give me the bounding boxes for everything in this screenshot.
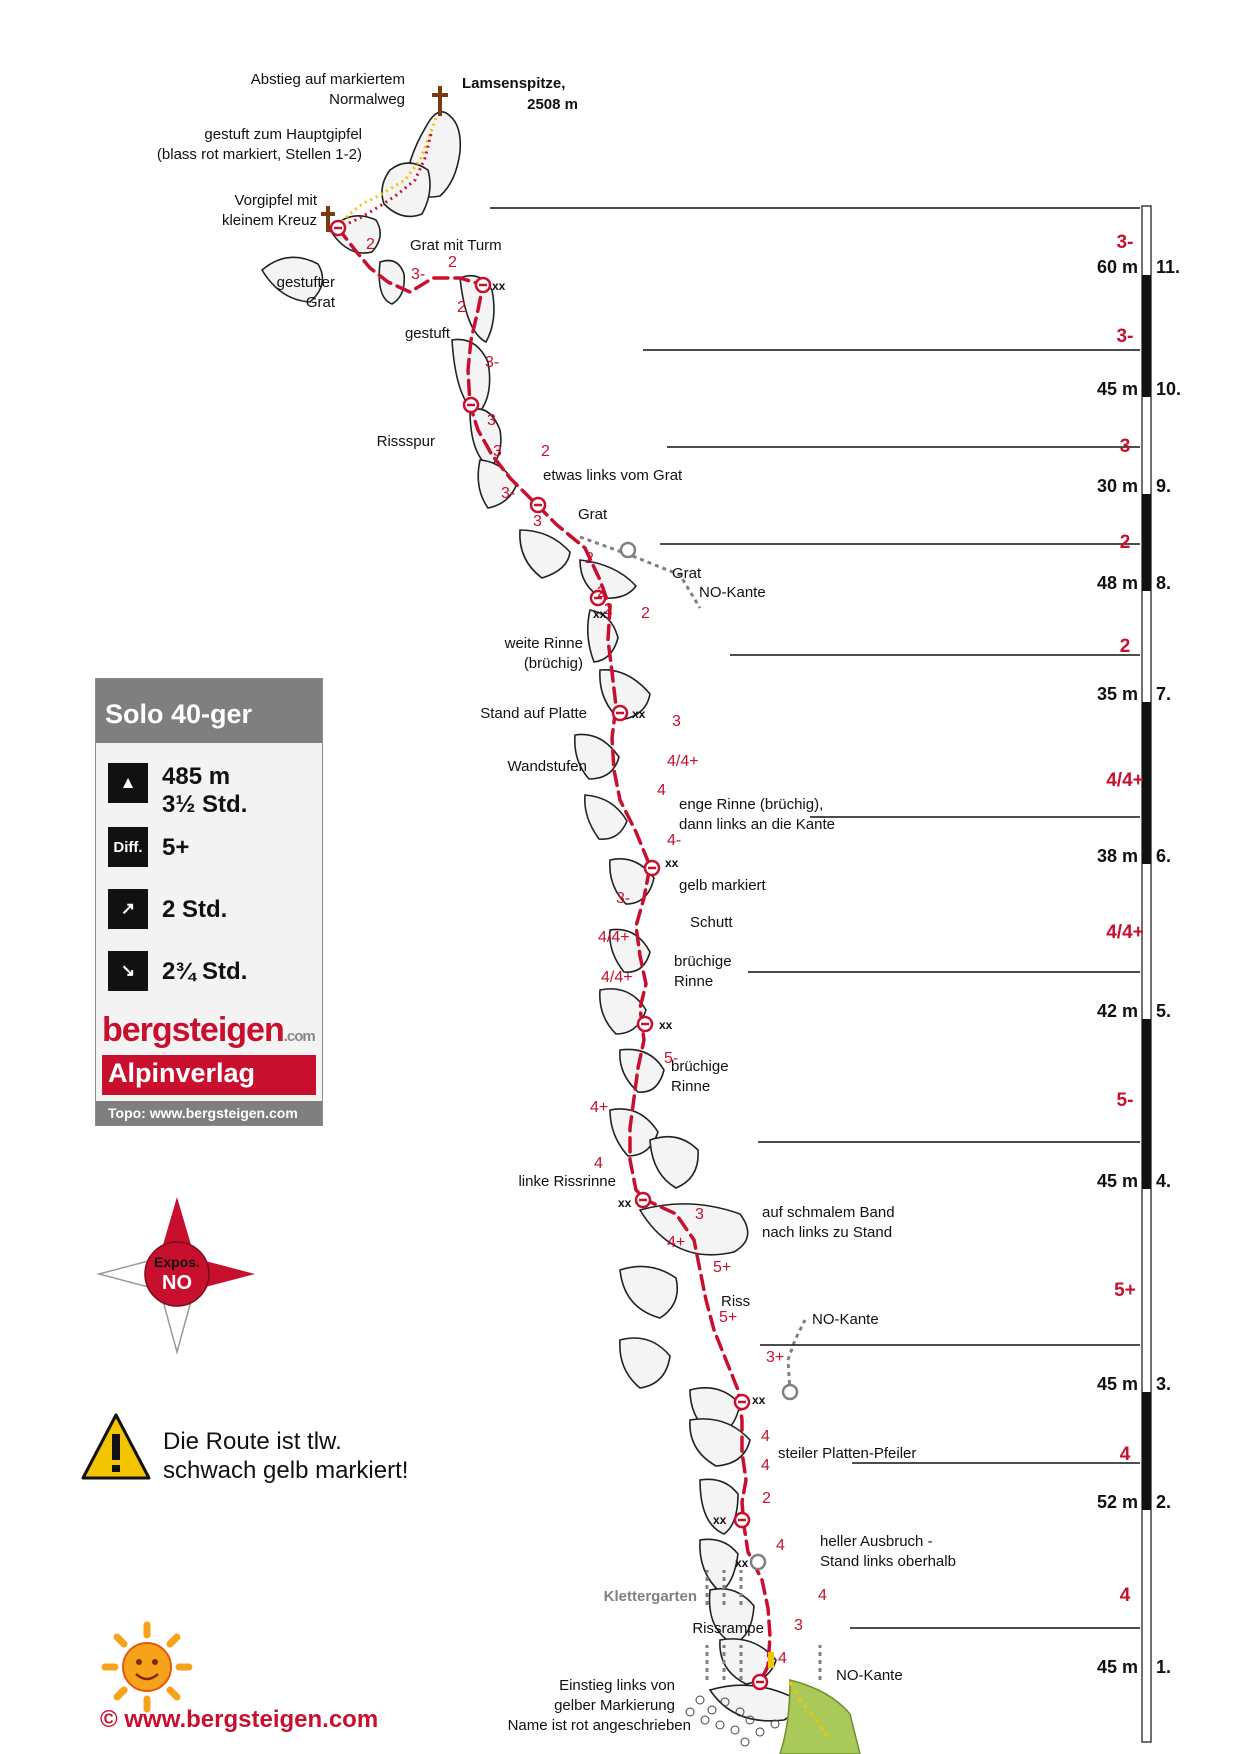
pitch-length-2: 52 m <box>1096 1492 1138 1512</box>
approach-row <box>108 889 227 929</box>
route-grade-label: 3 <box>794 1617 803 1634</box>
route-grade-label: 4 <box>778 1650 787 1667</box>
label-einstieg-2: gelber Markierung <box>554 1697 675 1714</box>
pitch-number-4: 4. <box>1156 1171 1172 1191</box>
warning-text <box>163 1427 408 1485</box>
label-descent-2: Normalweg <box>329 91 405 108</box>
pitch-number-7: 7. <box>1156 684 1172 704</box>
pitch-grade-6: 4/4+ <box>1106 770 1144 791</box>
route-grade-label: 4 <box>776 1537 785 1554</box>
label-main-summit-1: gestuft zum Hauptgipfel <box>204 126 362 143</box>
route-grade-label: 4 <box>761 1428 770 1445</box>
label-weite-rinne-2: (brüchig) <box>523 655 583 672</box>
pitch-length-8: 48 m <box>1096 573 1138 593</box>
route-grade-label: 4/4+ <box>601 969 633 986</box>
route-grade-label: 3+ <box>766 1349 785 1366</box>
pitch-grade-3: 5+ <box>1114 1280 1136 1301</box>
route-grade-label: 2 <box>597 584 606 601</box>
pitch-number-8: 8. <box>1156 573 1172 593</box>
summit-elevation: 2508 m <box>527 96 578 113</box>
pitch-length-11: 60 m <box>1096 257 1138 277</box>
label-bruechige-rinne-1b: Rinne <box>674 973 714 990</box>
pitch-number-1: 1. <box>1156 1657 1172 1677</box>
svg-text:xx: xx <box>632 707 646 721</box>
label-rissrampe: Rissrampe <box>692 1620 764 1637</box>
label-einstieg-3: Name ist rot angeschrieben <box>507 1717 691 1734</box>
bergsteigen-logo <box>102 1011 315 1050</box>
approach-time: 2 Std. <box>162 896 228 923</box>
length-row <box>108 763 247 819</box>
scale-segment <box>1142 1019 1151 1189</box>
label-enge-rinne-1: enge Rinne (brüchig), <box>679 796 824 813</box>
climber-icon: ▲ <box>108 763 148 803</box>
svg-text:xx: xx <box>492 279 506 293</box>
pitch-length-9: 30 m <box>1096 476 1138 496</box>
route-grade-label: 3- <box>501 485 516 502</box>
route-grades <box>366 236 827 1667</box>
pitch-grade-4: 5- <box>1116 1090 1134 1111</box>
yellow-mark <box>768 1652 774 1668</box>
label-linke-rissrinne: linke Rissrinne <box>518 1173 616 1190</box>
sun-logo <box>105 1625 189 1709</box>
belay-station-10 <box>464 398 478 412</box>
label-links-grat: etwas links vom Grat <box>543 467 683 484</box>
pitch-length-7: 35 m <box>1096 684 1138 704</box>
svg-text:xx: xx <box>659 1018 673 1032</box>
belay-station-12 <box>331 221 345 235</box>
route-grade-label: 2 <box>762 1490 771 1507</box>
label-gestufter-grat-2: Grat <box>305 294 335 311</box>
scale-segment <box>1142 275 1151 397</box>
label-bruechige-rinne-1a: brüchige <box>674 953 732 970</box>
pitch-number-2: 2. <box>1156 1492 1172 1512</box>
topo-credit: Topo: www.bergsteigen.com <box>96 1101 322 1125</box>
pitch-length-5: 42 m <box>1096 1001 1138 1021</box>
route-grade-label: 3- <box>485 354 500 371</box>
label-platten-pfeiler: steiler Platten-Pfeiler <box>778 1445 917 1462</box>
grey-belay-icon <box>751 1555 765 1569</box>
ascent-hiker-icon: ↗ <box>108 889 148 929</box>
route-grade-label: 2 <box>541 443 550 460</box>
route-grade-label: 2 <box>585 550 594 567</box>
svg-text:xx: xx <box>713 1513 727 1527</box>
label-no-kante-3: NO-Kante <box>836 1667 903 1684</box>
label-wandstufen: Wandstufen <box>507 758 587 775</box>
pitch-number-5: 5. <box>1156 1001 1172 1021</box>
belay-station-6 <box>645 861 659 875</box>
route-title: Solo 40-ger <box>96 679 322 743</box>
route-grade-label: 2 <box>604 601 613 618</box>
compass-value: NO <box>162 1272 192 1294</box>
pitch-grade-7: 2 <box>1119 636 1131 657</box>
belay-station-1 <box>753 1675 767 1689</box>
belay-station-5 <box>638 1017 652 1031</box>
route-grade-label: 2 <box>457 299 466 316</box>
label-einstieg-1: Einstieg links von <box>559 1677 675 1694</box>
difficulty-icon: Diff. <box>108 827 148 867</box>
label-no-kante-2: NO-Kante <box>812 1311 879 1328</box>
pitch-number-10: 10. <box>1156 379 1182 399</box>
label-klettergarten: Klettergarten <box>603 1588 697 1605</box>
route-info-box <box>95 678 323 1126</box>
difficulty-row <box>108 827 189 867</box>
route-grade-label: 4/4+ <box>598 929 630 946</box>
route-grade-label: 4+ <box>590 1099 609 1116</box>
pitch-grade-5: 4/4+ <box>1106 922 1144 943</box>
label-enge-rinne-2: dann links an die Kante <box>679 816 835 833</box>
pitch-grade-2: 4 <box>1119 1444 1131 1465</box>
route-time: 3½ Std. <box>162 791 248 818</box>
scale-segment <box>1142 1392 1151 1510</box>
label-grat-1: Grat <box>578 506 608 523</box>
label-schutt: Schutt <box>690 914 733 931</box>
label-schmales-band-1: auf schmalem Band <box>762 1204 895 1221</box>
grey-belay-icon <box>621 543 635 557</box>
label-schmales-band-2: nach links zu Stand <box>762 1224 893 1241</box>
label-riss: Riss <box>721 1293 751 1310</box>
label-gestufter-grat-1: gestufter <box>276 274 335 291</box>
route-grade-label: 3 <box>533 513 542 530</box>
svg-text:xx: xx <box>593 607 607 621</box>
descent-row <box>108 951 247 991</box>
svg-text:xx: xx <box>752 1393 766 1407</box>
belay-station-9 <box>531 498 545 512</box>
warning-line-2: schwach gelb markiert! <box>163 1457 409 1484</box>
scale-segment <box>1142 494 1151 591</box>
route-grade-label: 3 <box>493 443 502 460</box>
route-length: 485 m <box>162 763 231 790</box>
belay-station-11 <box>476 278 490 292</box>
descent-hiker-icon: ↘ <box>108 951 148 991</box>
summit-name: Lamsenspitze, <box>462 75 566 92</box>
svg-text:xx: xx <box>618 1196 632 1210</box>
pitch-length-1: 45 m <box>1096 1657 1138 1677</box>
route-grade-label: 4+ <box>667 1234 686 1251</box>
route-difficulty: 5+ <box>162 834 190 861</box>
summit-cross-icon <box>432 86 448 116</box>
belay-station-3 <box>735 1395 749 1409</box>
pitch-length-6: 38 m <box>1096 846 1138 866</box>
label-fore-summit-2: kleinem Kreuz <box>221 212 317 229</box>
route-grade-label: 3 <box>487 412 496 429</box>
label-bruechige-rinne-2a: brüchige <box>671 1058 729 1075</box>
svg-text:xx: xx <box>665 856 679 870</box>
pitch-grade-8: 2 <box>1119 532 1131 553</box>
route-grade-label: 5+ <box>719 1309 738 1326</box>
grass-area <box>780 1680 860 1754</box>
pitch-grade-11: 3- <box>1116 232 1134 253</box>
label-gelb-markiert: gelb markiert <box>679 877 766 894</box>
label-stand-platte: Stand auf Platte <box>480 705 587 722</box>
route-grade-label: 5- <box>664 1050 679 1067</box>
route-grade-label: 2 <box>366 236 375 253</box>
route-grade-label: 3- <box>616 890 631 907</box>
label-descent-1: Abstieg auf markiertem <box>250 71 405 88</box>
belay-station-7 <box>613 706 627 720</box>
pitch-number-6: 6. <box>1156 846 1172 866</box>
pitch-length-4: 45 m <box>1096 1171 1138 1191</box>
belay-station-4 <box>636 1193 650 1207</box>
grey-belay-icon <box>783 1385 797 1399</box>
route-grade-label: 4/4+ <box>667 753 699 770</box>
route-grade-label: 4 <box>761 1457 770 1474</box>
descent-time: 2¾ Std. <box>162 958 248 985</box>
brand-suffix: .com <box>283 1028 315 1045</box>
route-grade-label: 4- <box>667 832 682 849</box>
route-grade-label: 4 <box>594 1155 603 1172</box>
label-gestuft: gestuft <box>404 325 450 342</box>
route-grade-label: 3 <box>672 713 681 730</box>
label-grat-turm: Grat mit Turm <box>410 237 502 254</box>
pitch-number-11: 11. <box>1156 257 1181 277</box>
pitch-number-3: 3. <box>1156 1374 1172 1394</box>
alpinverlag-logo: Alpinverlag <box>102 1055 316 1095</box>
compass-label: Expos. <box>154 1254 200 1270</box>
label-heller-ausbruch-1: heller Ausbruch - <box>820 1533 933 1550</box>
no-kante-line-2 <box>788 1320 805 1392</box>
svg-text:xx: xx <box>735 1556 749 1570</box>
belay-station-2 <box>735 1513 749 1527</box>
route-grade-label: 3- <box>411 266 426 283</box>
label-bruechige-rinne-2b: Rinne <box>671 1078 711 1095</box>
label-fore-summit-1: Vorgipfel mit <box>234 192 317 209</box>
warning-icon <box>83 1415 149 1478</box>
route-grade-label: 5+ <box>713 1259 732 1276</box>
label-no-kante-1: NO-Kante <box>699 584 766 601</box>
pitch-length-3: 45 m <box>1096 1374 1138 1394</box>
route-grade-label: 3 <box>695 1206 704 1223</box>
pitch-grade-10: 3- <box>1116 326 1134 347</box>
copyright: © www.bergsteigen.com <box>100 1706 379 1733</box>
label-rissspur: Rissspur <box>376 433 435 450</box>
pitch-grade-1: 4 <box>1119 1585 1131 1606</box>
brand-main: bergsteigen <box>102 1011 284 1049</box>
route-grade-label: 4 <box>657 782 666 799</box>
pitch-number-9: 9. <box>1156 476 1172 496</box>
pitch-length-10: 45 m <box>1096 379 1138 399</box>
warning-line-1: Die Route ist tlw. <box>163 1428 342 1455</box>
label-heller-ausbruch-2: Stand links oberhalb <box>820 1553 956 1570</box>
label-grat-2: Grat <box>672 565 702 582</box>
route-grade-label: 2 <box>448 254 457 271</box>
label-weite-rinne-1: weite Rinne <box>504 635 583 652</box>
pitch-scale <box>1142 206 1151 1742</box>
pitch-grade-9: 3 <box>1119 436 1131 457</box>
route-grade-label: 4 <box>818 1587 827 1604</box>
route-grade-label: 2 <box>641 605 650 622</box>
compass-icon <box>99 1197 255 1352</box>
label-main-summit-2: (blass rot markiert, Stellen 1-2) <box>156 146 362 163</box>
